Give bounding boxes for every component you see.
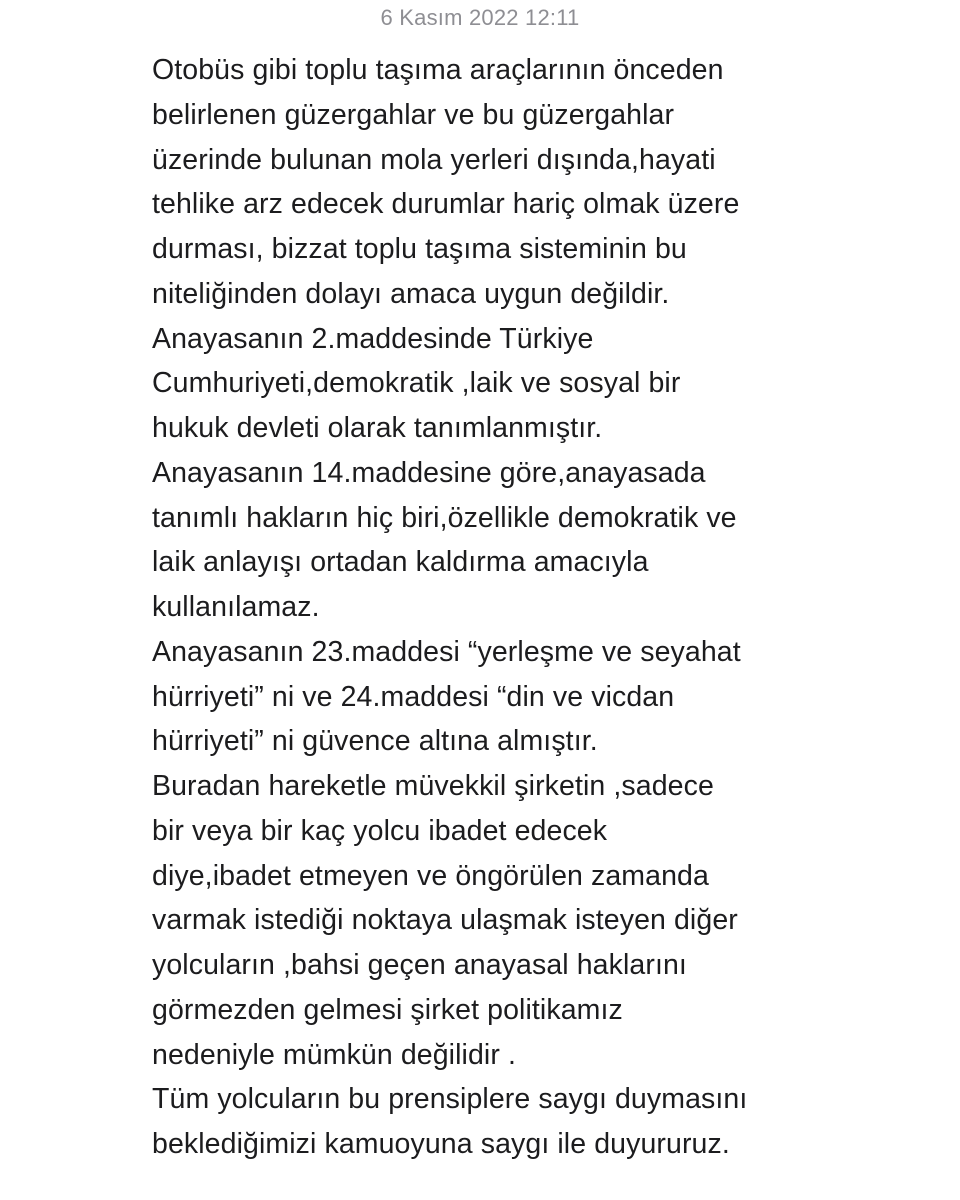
note-line: üzerinde bulunan mola yerleri dışında,hayati	[152, 143, 716, 176]
note-line: kullanılamaz.	[152, 591, 320, 623]
note-line: Tüm yolcuların bu prensiplere saygı duymasını	[152, 1083, 748, 1116]
note-line: diye,ibadet etmeyen ve öngörülen zamanda	[152, 859, 709, 892]
note-line: beklediğimizi kamuoyuna saygı ile duyururuz.	[152, 1128, 730, 1160]
note-line: Cumhuriyeti,demokratik ,laik ve sosyal bir	[152, 367, 681, 400]
note-line: Buradan hareketle müvekkil şirketin ,sadece	[152, 770, 714, 802]
note-line: tehlike arz edecek durumlar hariç olmak üzere	[152, 188, 740, 221]
note-timestamp: 6 Kasım 2022 12:11	[380, 5, 580, 30]
note-line: hürriyeti” ni güvence altına almıştır.	[152, 725, 598, 758]
note-line: niteliğinden dolayı amaca uygun değildir.	[152, 277, 670, 310]
note-line: belirlenen güzergahlar ve bu güzergahlar	[152, 98, 675, 131]
note-line: hürriyeti” ni ve 24.maddesi “din ve vicdan	[152, 680, 675, 713]
note-body[interactable]	[152, 48, 942, 1167]
note-line: Anayasanın 14.maddesine göre,anayasada	[152, 456, 706, 489]
note-line: hukuk devleti olarak tanımlanmıştır.	[152, 412, 603, 444]
note-line: durması, bizzat toplu taşıma sisteminin bu	[152, 233, 687, 265]
note-line: nedeniyle mümkün değilidir .	[152, 1038, 516, 1071]
note-line: bir veya bir kaç yolcu ibadet edecek	[152, 814, 608, 847]
note-line: Otobüs gibi toplu taşıma araçlarının önceden	[152, 54, 724, 86]
note-line: laik anlayışı ortadan kaldırma amacıyla	[152, 546, 649, 579]
note-line: yolcuların ,bahsi geçen anayasal haklarını	[152, 949, 687, 981]
note-line: tanımlı hakların hiç biri,özellikle demokratik ve	[152, 501, 737, 534]
note-line: Anayasanın 2.maddesinde Türkiye	[152, 322, 594, 355]
note-line: görmezden gelmesi şirket politikamız	[152, 993, 623, 1026]
note-line: Anayasanın 23.maddesi “yerleşme ve seyahat	[152, 635, 741, 668]
note-line: varmak istediği noktaya ulaşmak isteyen diğer	[152, 904, 738, 937]
